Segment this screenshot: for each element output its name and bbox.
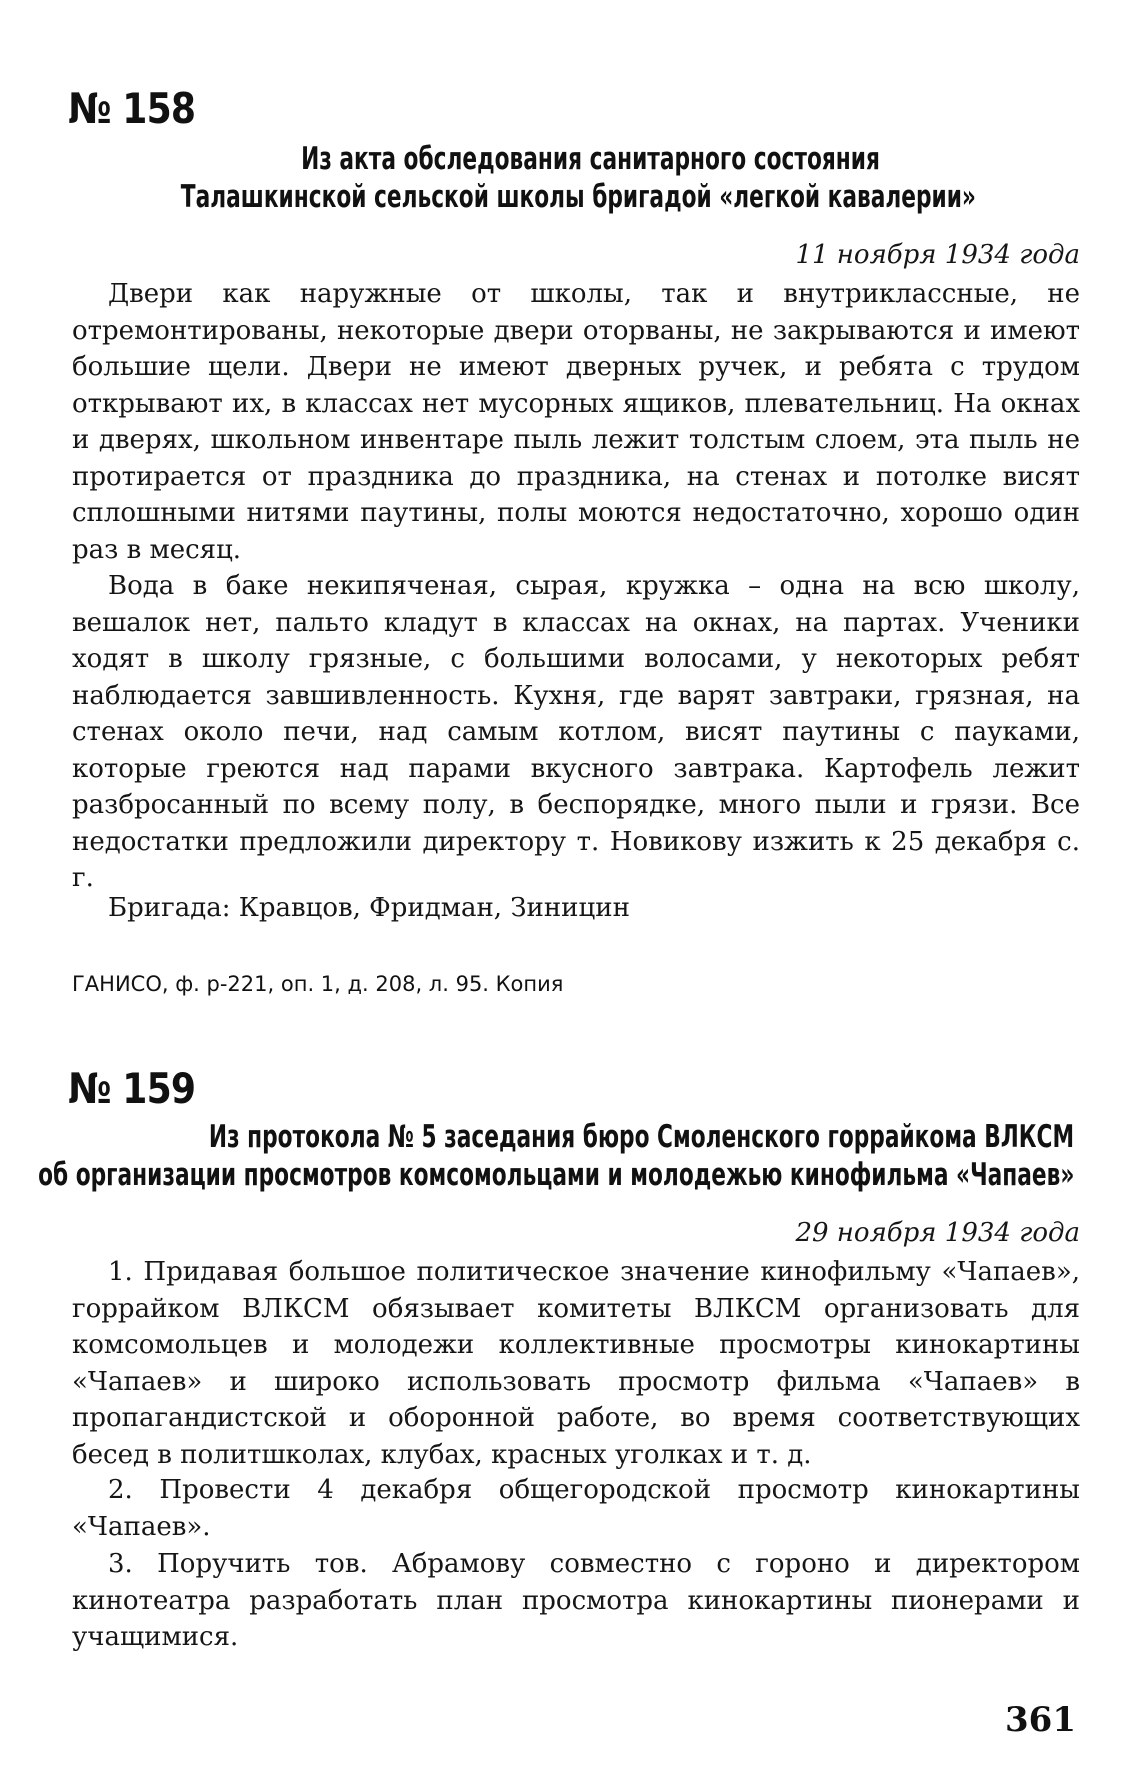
document-number-159: № 159 [68,1064,196,1113]
document-date-158: 11 ноября 1934 года [795,240,1080,270]
document-title-158-line2: Талашкинской сельской школы бригадой «легкой кавалерии» [180,179,976,215]
paragraph-159-2: 2. Провести 4 декабря общегородской просмотр кинокартины «Чапаев». [72,1475,1080,1542]
document-number-158: № 158 [68,84,196,133]
paragraph-158-2: Вода в баке некипяченая, сырая, кружка – одна на всю школу, вешалок нет, пальто кладут в классах на окнах, на партах. Ученики ходят в школу грязные, с большими волосами, у некоторых ребят наблюдается завшивленность. Кухня, где варят завтраки, грязная, на стенах около печи, над самым котлом, висят паутины с пауками, которые греются над парами вкусного завтрака. Картофель лежит разбросанный по всему полу, в беспорядке, много пыли и грязи. Все недостатки предложили директору т. Новикову изжить к 25 декабря с. г. [72,571,1080,893]
page-number: 361 [1005,1700,1076,1740]
document-title-158-line1: Из акта обследования санитарного состояния [301,141,880,177]
paragraph-159-3: 3. Поручить тов. Абрамову совместно с гороно и директором кинотеатра разработать план просмотра кинокартины пионерами и учащимися. [72,1549,1080,1652]
document-title-159-line1: Из протокола № 5 заседания бюро Смоленского горрайкома ВЛКСМ [208,1119,1074,1155]
document-title-159-line2: об организации просмотров комсомольцами и молодежью кинофильма «Чапаев» [37,1157,1074,1193]
paragraph-158-1: Двери как наружные от школы, так и внутриклассные, не отремонтированы, некоторые двери оторваны, не закрываются и имеют большие щели. Двери не имеют дверных ручек, и ребята с трудом открывают их, в классах нет мусорных ящиков, плевательниц. На окнах и дверях, школьном инвентаре пыль лежит толстым слоем, эта пыль не протирается от праздника до праздника, на стенах и потолке висят сплошными нитями паутины, полы моются недостаточно, хорошо один раз в месяц. [72,279,1080,565]
document-date-159: 29 ноября 1934 года [795,1218,1080,1248]
paragraph-158-signature: Бригада: Кравцов, Фридман, Зиницин [108,893,630,923]
paragraph-159-1: 1. Придавая большое политическое значение кинофильму «Чапаев», горрайком ВЛКСМ обязывает комитеты ВЛКСМ организовать для комсомольцев и молодежи коллективные просмотры кинокартины «Чапаев» и широко использовать просмотр фильма «Чапаев» в пропагандистской и оборонной работе, во время соответствующих бесед в политшколах, клубах, красных уголках и т. д. [72,1257,1080,1470]
archive-source-158: ГАНИСО, ф. р-221, оп. 1, д. 208, л. 95. Копия [72,972,564,996]
